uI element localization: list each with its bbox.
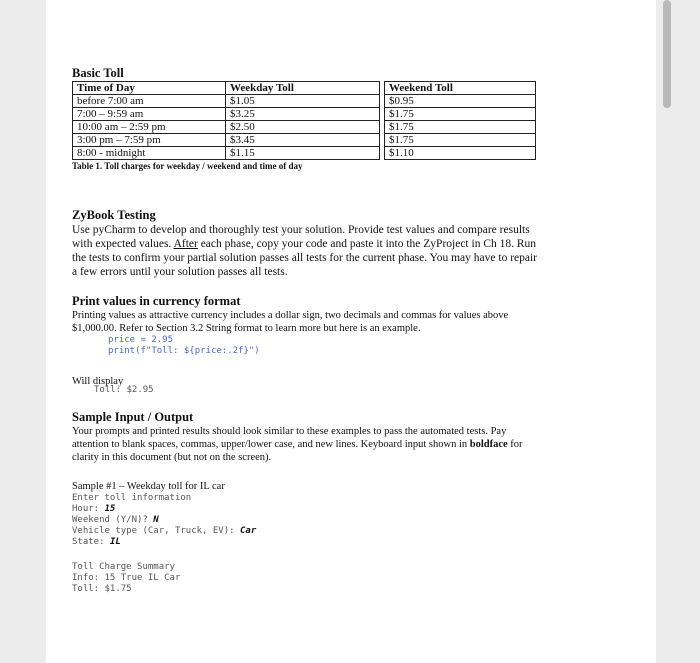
cell-weekday: $1.05 — [226, 95, 380, 108]
header-weekday-toll: Weekday Toll — [226, 82, 380, 95]
console-input: Car — [239, 526, 257, 536]
cell-time: 10:00 am – 2:59 pm — [73, 121, 226, 134]
currency-text: Printing values as attractive currency includes a dollar sign, two decimals and commas for values above $1,000.00. Refer to Section 3.2 String format to learn more but here is an example. — [72, 310, 509, 334]
basic-toll-section — [72, 66, 536, 171]
console-prompt: Enter toll information — [72, 493, 192, 503]
summary-line: Info: 15 True IL Car — [72, 573, 181, 583]
console-prompt: Weekend (Y/N)? — [72, 515, 154, 525]
sample-io-section — [72, 410, 542, 595]
cell-weekend: $1.75 — [385, 108, 536, 121]
console-line — [72, 515, 542, 526]
header-time-of-day: Time of Day — [73, 82, 226, 95]
cell-time: 7:00 – 9:59 am — [73, 108, 226, 121]
zybook-section — [72, 208, 542, 279]
console-prompt: Vehicle type (Car, Truck, EV): — [72, 526, 240, 536]
code-line: price = 2.95 — [108, 335, 174, 345]
cell-time: before 7:00 am — [73, 95, 226, 108]
cell-weekday: $2.50 — [226, 121, 380, 134]
console-prompt: State: — [72, 537, 110, 547]
console-input: N — [153, 515, 159, 525]
display-output: Toll: $2.95 — [94, 385, 154, 395]
zybook-text-part-1: Use pyCharm to develop and thoroughly test your solution. Provide test values and compare results with expected values. — [72, 224, 530, 250]
console-prompt: Hour: — [72, 504, 105, 514]
zybook-title: ZyBook Testing — [72, 208, 156, 222]
currency-section — [72, 294, 542, 396]
scrollbar[interactable] — [663, 0, 671, 108]
table-row — [73, 95, 536, 108]
console-line — [72, 537, 542, 548]
summary-line: Toll Charge Summary — [72, 562, 175, 572]
code-line: print(f"Toll: ${price:.2f}") — [108, 346, 260, 356]
table-caption: Table 1. Toll charges for weekday / weekend and time of day — [72, 161, 303, 171]
cell-time: 8:00 - midnight — [73, 147, 226, 160]
zybook-text — [72, 223, 542, 279]
sample-io-title: Sample Input / Output — [72, 410, 194, 424]
console-line — [72, 493, 542, 504]
sample-title: Sample #1 – Weekday toll for IL car — [72, 481, 225, 492]
table-row — [73, 147, 536, 160]
sample-io-text-part-2: for clarity in this document (but not on the screen). — [72, 439, 523, 463]
zybook-text-after: After — [173, 238, 198, 250]
basic-toll-title: Basic Toll — [72, 66, 124, 80]
console-input: IL — [109, 537, 121, 547]
cell-weekday: $1.15 — [226, 147, 380, 160]
toll-table — [72, 81, 536, 160]
cell-time: 3:00 pm – 7:59 pm — [73, 134, 226, 147]
console-input: 15 — [104, 504, 116, 514]
table-header-row — [73, 82, 536, 95]
cell-weekday: $3.25 — [226, 108, 380, 121]
cell-weekend: $1.75 — [385, 121, 536, 134]
sample-io-boldface: boldface — [469, 439, 508, 450]
cell-weekend: $0.95 — [385, 95, 536, 108]
console-line — [72, 526, 542, 537]
cell-weekday: $3.45 — [226, 134, 380, 147]
summary-line: Toll: $1.75 — [72, 584, 132, 594]
sample-io-text — [72, 425, 542, 464]
cell-weekend: $1.10 — [385, 147, 536, 160]
table-row — [73, 121, 536, 134]
will-display-label: Will display — [72, 376, 124, 387]
header-weekend-toll: Weekend Toll — [385, 82, 536, 95]
cell-weekend: $1.75 — [385, 134, 536, 147]
table-row — [73, 108, 536, 121]
console-line — [72, 504, 542, 515]
currency-title: Print values in currency format — [72, 294, 241, 308]
sample-io-text-part-1: Your prompts and printed results should look similar to these examples to pass the automated tests. Pay attention to blank spaces, commas, upper/lower case, and new lines. Keyboard input shown in — [72, 426, 507, 450]
table-row — [73, 134, 536, 147]
zybook-text-part-2: each phase, copy your code and paste it into the ZyProject in Ch 18. Run the tests to confirm your partial solution passes all tests for the current phase. You may have to repair a few errors until your solution passes all tests. — [72, 238, 538, 278]
